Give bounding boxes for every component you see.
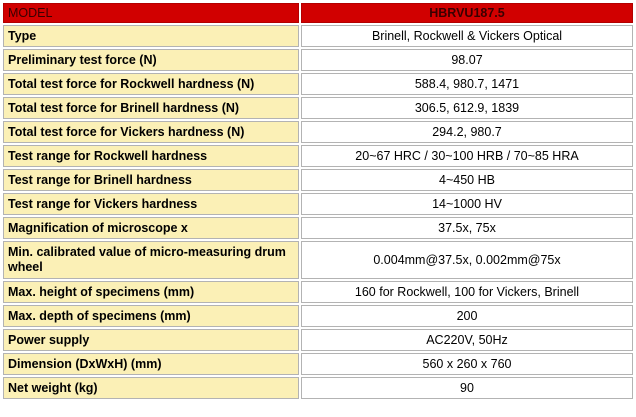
table-row [3, 121, 633, 143]
table-row [3, 329, 633, 351]
table-row [3, 145, 633, 167]
table-row [3, 305, 633, 327]
row-value: 4~450 HB [301, 169, 633, 191]
row-value: 560 x 260 x 760 [301, 353, 633, 375]
row-label: Min. calibrated value of micro-measuring drum wheel [3, 241, 299, 279]
table-row [3, 169, 633, 191]
table-row [3, 97, 633, 119]
row-label: Type [3, 25, 299, 47]
row-label: Test range for Vickers hardness [3, 193, 299, 215]
model-header-label: MODEL [3, 3, 299, 23]
row-label: Dimension (DxWxH) (mm) [3, 353, 299, 375]
spec-table [1, 1, 635, 401]
row-value: 160 for Rockwell, 100 for Vickers, Brinell [301, 281, 633, 303]
table-row [3, 281, 633, 303]
row-value: 20~67 HRC / 30~100 HRB / 70~85 HRA [301, 145, 633, 167]
table-row [3, 25, 633, 47]
row-label: Max. depth of specimens (mm) [3, 305, 299, 327]
row-label: Total test force for Rockwell hardness (N) [3, 73, 299, 95]
row-label: Magnification of microscope x [3, 217, 299, 239]
table-row [3, 353, 633, 375]
row-value: 37.5x, 75x [301, 217, 633, 239]
row-value: 0.004mm@37.5x, 0.002mm@75x [301, 241, 633, 279]
row-value: 306.5, 612.9, 1839 [301, 97, 633, 119]
row-value: AC220V, 50Hz [301, 329, 633, 351]
row-value: 200 [301, 305, 633, 327]
table-row [3, 377, 633, 399]
table-header-row [3, 3, 633, 23]
table-row [3, 241, 633, 279]
row-label: Preliminary test force (N) [3, 49, 299, 71]
row-value: 90 [301, 377, 633, 399]
row-value: Brinell, Rockwell & Vickers Optical [301, 25, 633, 47]
table-row [3, 73, 633, 95]
row-label: Net weight (kg) [3, 377, 299, 399]
row-value: 14~1000 HV [301, 193, 633, 215]
row-label: Test range for Rockwell hardness [3, 145, 299, 167]
table-row [3, 217, 633, 239]
table-row [3, 193, 633, 215]
row-label: Power supply [3, 329, 299, 351]
row-label: Total test force for Vickers hardness (N) [3, 121, 299, 143]
model-header-value: HBRVU187.5 [301, 3, 633, 23]
row-label: Test range for Brinell hardness [3, 169, 299, 191]
table-row [3, 49, 633, 71]
row-value: 294.2, 980.7 [301, 121, 633, 143]
row-label: Max. height of specimens (mm) [3, 281, 299, 303]
row-value: 98.07 [301, 49, 633, 71]
row-value: 588.4, 980.7, 1471 [301, 73, 633, 95]
row-label: Total test force for Brinell hardness (N) [3, 97, 299, 119]
